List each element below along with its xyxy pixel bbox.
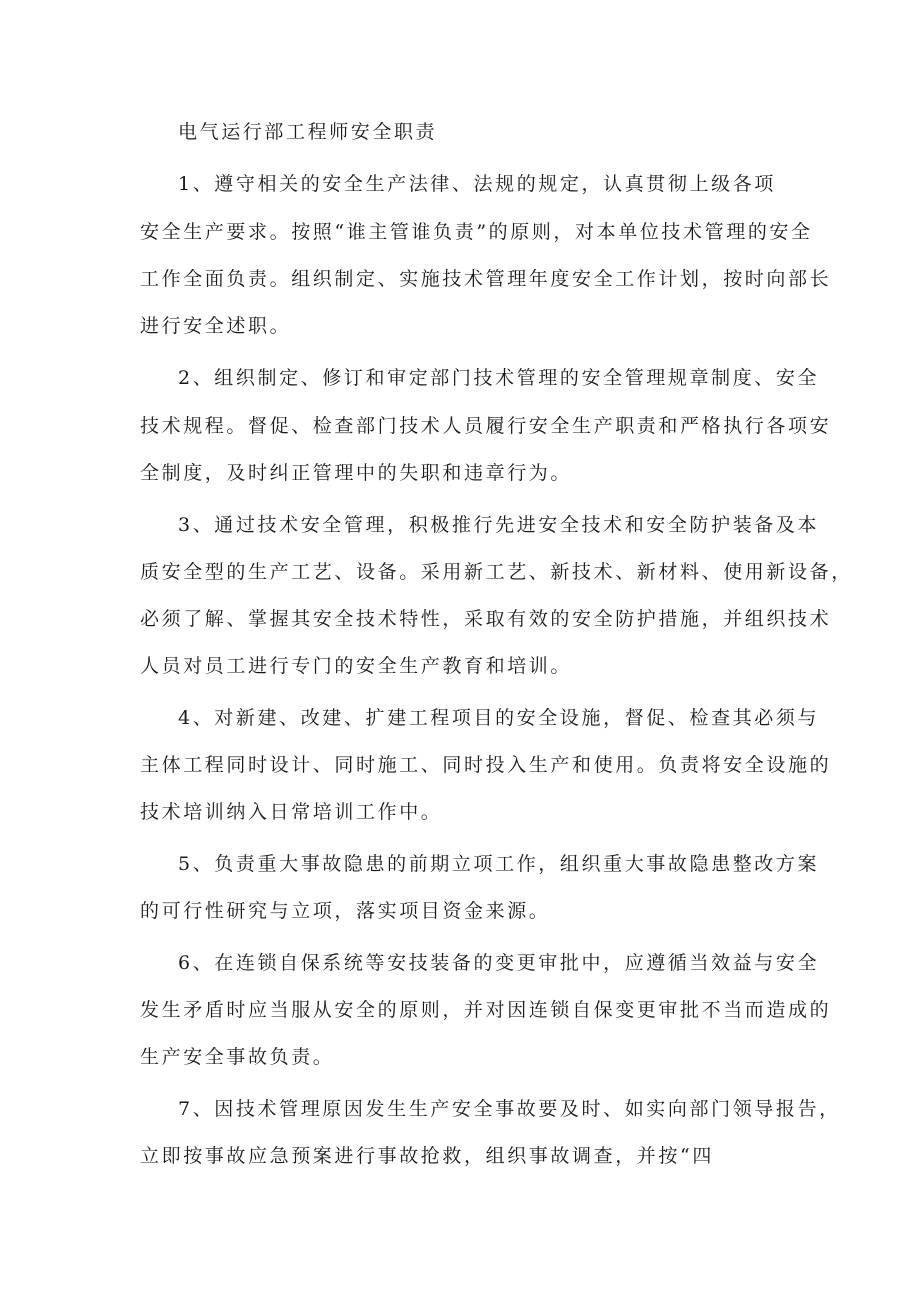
paragraph-6-line-1: 6、在连锁自保系统等安技装备的变更审批中，应遵循当效益与安全 — [178, 952, 820, 974]
paragraph-5-line-2: 的可行性研究与立项，落实项目资金来源。 — [140, 900, 551, 922]
paragraph-2-line-3: 全制度，及时纠正管理中的失职和违章行为。 — [140, 462, 573, 484]
paragraph-1-line-4: 进行安全述职。 — [140, 315, 292, 337]
paragraph-2-line-1: 2、组织制定、修订和审定部门技术管理的安全管理规章制度、安全 — [178, 367, 820, 389]
paragraph-4-line-3: 技术培训纳入日常培训工作中。 — [140, 801, 443, 823]
paragraph-4-line-1: 4、对新建、改建、扩建工程项目的安全设施，督促、检查其必须与 — [178, 707, 820, 729]
paragraph-6-line-3: 生产安全事故负责。 — [140, 1046, 335, 1068]
paragraph-3-line-4: 人员对员工进行专门的安全生产教育和培训。 — [140, 655, 573, 677]
paragraph-1-line-1: 1、遵守相关的安全生产法律、法规的规定，认真贯彻上级各项 — [178, 173, 776, 195]
paragraph-3-line-3: 必须了解、掌握其安全技术特性，采取有效的安全防护措施，并组织技术 — [140, 608, 832, 630]
paragraph-4-line-2: 主体工程同时设计、同时施工、同时投入生产和使用。负责将安全设施的 — [140, 754, 832, 776]
paragraph-7-line-2: 立即按事故应急预案进行事故抢救，组织事故调查，并按“四 — [140, 1145, 714, 1167]
paragraph-1-line-3: 工作全面负责。组织制定、实施技术管理年度安全工作计划，按时向部长 — [140, 268, 832, 290]
paragraph-7-line-1: 7、因技术管理原因发生生产安全事故要及时、如实向部门领导报告， — [178, 1098, 841, 1120]
paragraph-6-line-2: 发生矛盾时应当服从安全的原则，并对因连锁自保变更审批不当而造成的 — [140, 999, 832, 1021]
paragraph-3-line-2: 质安全型的生产工艺、设备。采用新工艺、新技术、新材料、使用新设备， — [140, 561, 853, 583]
paragraph-5-line-1: 5、负责重大事故隐患的前期立项工作，组织重大事故隐患整改方案 — [178, 853, 820, 875]
paragraph-3-line-1: 3、通过技术安全管理，积极推行先进安全技术和安全防护装备及本 — [178, 514, 820, 536]
paragraph-2-line-2: 技术规程。督促、检查部门技术人员履行安全生产职责和严格执行各项安 — [140, 415, 832, 437]
paragraph-1-line-2: 安全生产要求。按照“谁主管谁负责”的原则，对本单位技术管理的安全 — [140, 221, 813, 243]
document-title: 电气运行部工程师安全职责 — [178, 121, 438, 143]
